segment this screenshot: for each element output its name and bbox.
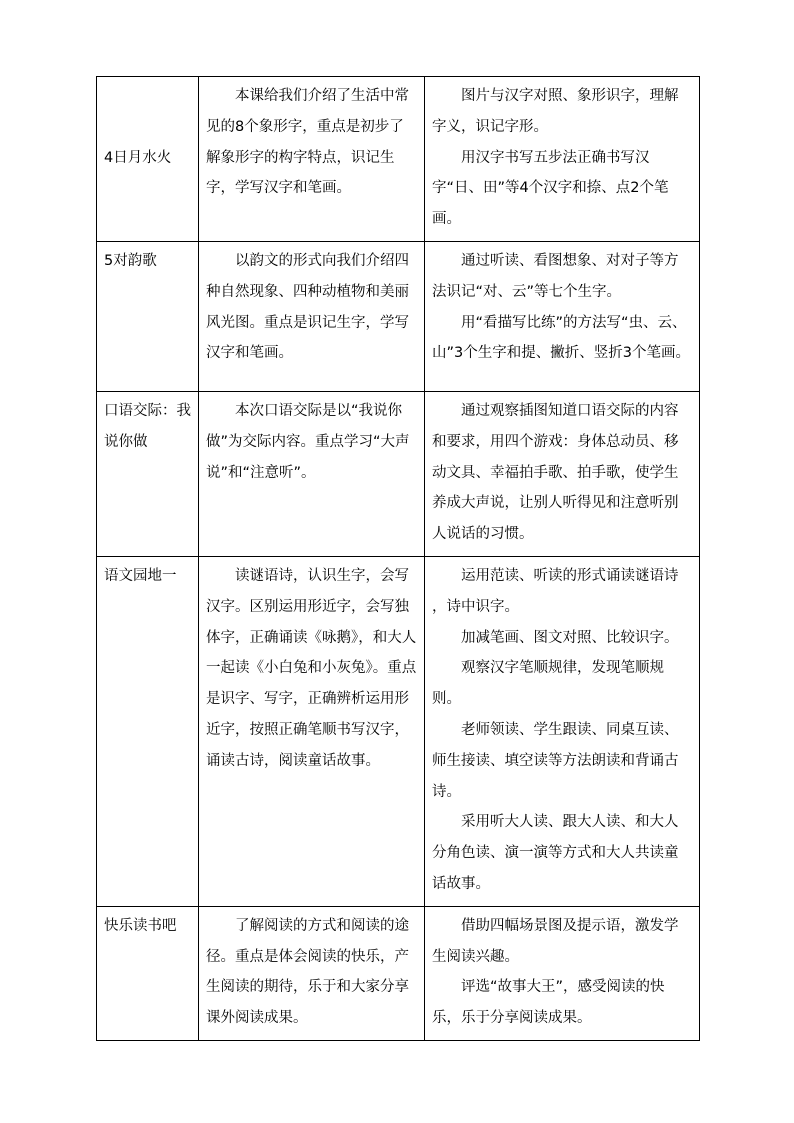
lesson-method: 老师领读、学生跟读、同桌互读、师生接读、填空读等方法朗读和背诵古诗。: [432, 721, 679, 800]
lesson-name-cell: [97, 391, 199, 556]
lesson-name-cell: [97, 556, 199, 906]
lesson-name: 语文园地一: [104, 567, 177, 584]
lesson-name: 快乐读书吧: [104, 917, 177, 934]
table-row: [97, 556, 700, 906]
table-row: [97, 906, 700, 1040]
lesson-method: 评选“故事大王”，感受阅读的快乐，乐于分享阅读成果。: [432, 979, 665, 1027]
lesson-name-cell: [97, 241, 199, 391]
lesson-name-cell: [97, 906, 199, 1040]
lesson-method-cell: [425, 906, 700, 1040]
lesson-method: 用“看描写比练”的方法写“虫、云、山”3个生字和提、撇折、竖折3个笔画。: [432, 314, 690, 362]
lesson-method: 借助四幅场景图及提示语，激发学生阅读兴趣。: [432, 917, 679, 965]
lesson-table: [96, 76, 700, 1041]
lesson-summary-cell: [199, 906, 425, 1040]
lesson-method: 观察汉字笔顺规律，发现笔顺规则。: [432, 660, 664, 708]
lesson-summary: 读谜语诗，认识生字，会写汉字。区别运用形近字，会写独体字，正确诵读《咏鹅》，和大人一起读《小白兔和小灰兔》。重点是识字、写字，正确辨析运用形近字，按照正确笔顺书写汉字，诵读古诗，阅读童话故事。: [206, 567, 417, 769]
table-row: [97, 391, 700, 556]
lesson-method-cell: [425, 556, 700, 906]
lesson-summary-cell: [199, 391, 425, 556]
table-row: [97, 241, 700, 391]
lesson-summary: 了解阅读的方式和阅读的途径。重点是体会阅读的快乐，产生阅读的期待，乐于和大家分享课外阅读成果。: [206, 917, 409, 1027]
lesson-method: 通过观察插图知道口语交际的内容和要求，用四个游戏：身体总动员、移动文具、幸福拍手歌、拍手歌，使学生养成大声说，让别人听得见和注意听别人说话的习惯。: [432, 402, 679, 543]
lesson-method: 运用范读、听读的形式诵读谜语诗 ，诗中识字。: [432, 567, 679, 615]
lesson-method-cell: [425, 391, 700, 556]
lesson-name: 5对韵歌: [104, 252, 157, 269]
lesson-summary-cell: [199, 241, 425, 391]
lesson-method: 加减笔画、图文对照、比较识字。: [461, 629, 679, 646]
lesson-method-cell: [425, 77, 700, 242]
lesson-summary: 本课给我们介绍了生活中常见的8个象形字，重点是初步了解象形字的构字特点，识记生字，学写汉字和笔画。: [206, 88, 409, 197]
lesson-method: 采用听大人读、跟大人读、和大人分角色读、演一演等方式和大人共读童话故事。: [432, 814, 679, 892]
lesson-method: 用汉字书写五步法正确书写汉字“日、田”等4个汉字和捺、点2个笔画。: [432, 149, 669, 228]
table-row: [97, 77, 700, 242]
lesson-name: 口语交际：我说你做: [104, 402, 191, 450]
lesson-name-cell: [97, 77, 199, 242]
lesson-method: 通过听读、看图想象、对对子等方法识记“对、云”等七个生字。: [432, 252, 679, 300]
lesson-summary-cell: [199, 77, 425, 242]
lesson-method-cell: [425, 241, 700, 391]
lesson-summary-cell: [199, 556, 425, 906]
lesson-method: 图片与汉字对照、象形识字，理解字义，识记字形。: [432, 88, 679, 135]
lesson-summary: 以韵文的形式向我们介绍四种自然现象、四种动植物和美丽风光图。重点是识记生字，学写汉字和笔画。: [206, 252, 409, 362]
lesson-summary: 本次口语交际是以“我说你做”为交际内容。重点学习“大声说”和“注意听”。: [206, 402, 410, 481]
lesson-name: 4日月水火: [104, 149, 172, 166]
